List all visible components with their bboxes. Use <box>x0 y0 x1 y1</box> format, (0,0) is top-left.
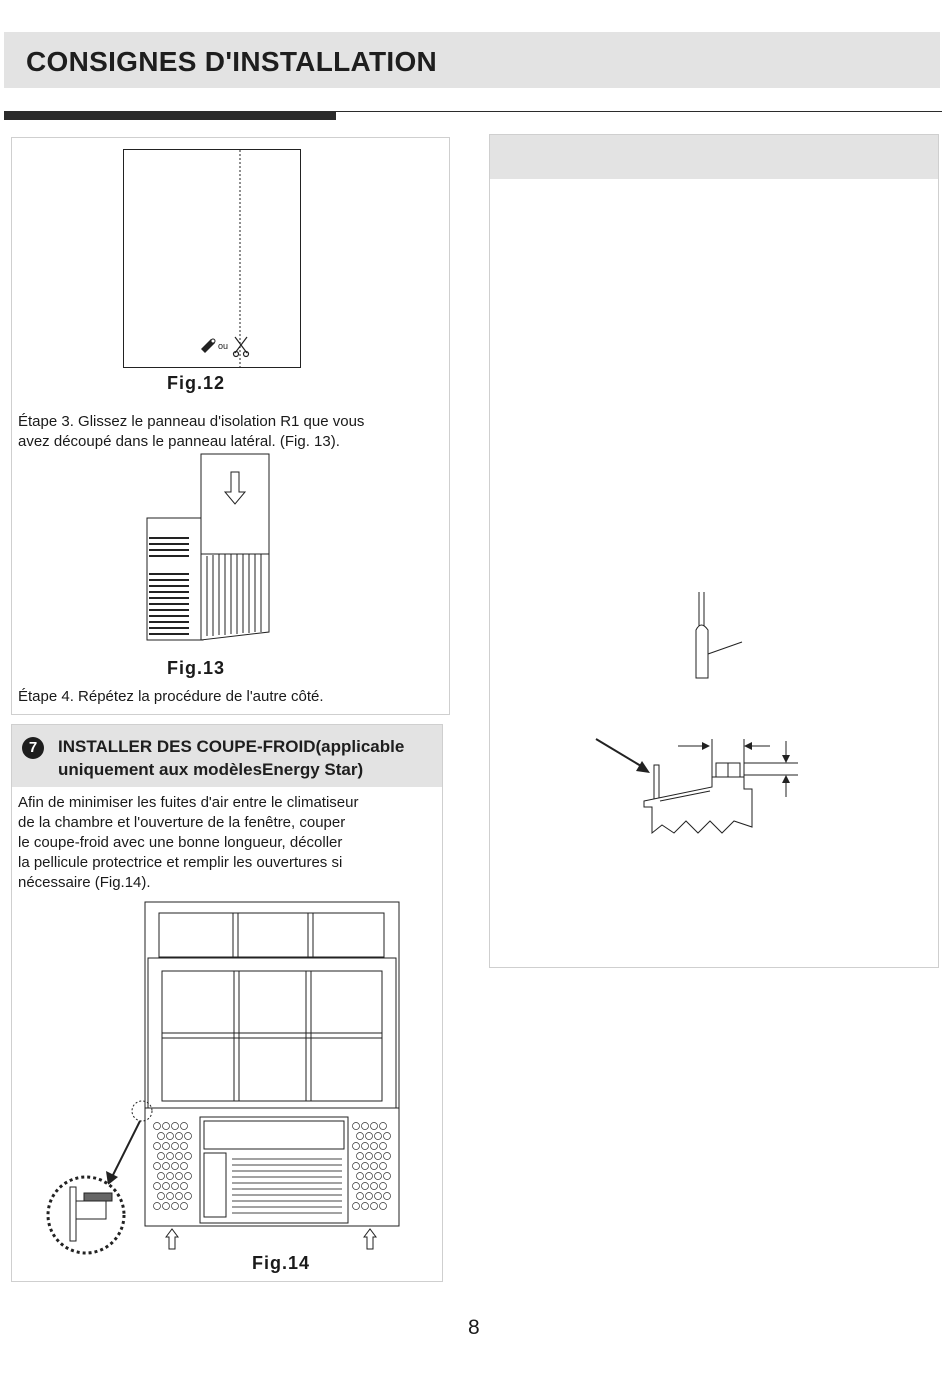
steps-panel <box>11 137 450 715</box>
right-panel-header-strip <box>490 135 938 179</box>
right-panel <box>489 134 939 968</box>
fig12-label: Fig.12 <box>167 373 226 393</box>
section7-body-line: de la chambre et l'ouverture de la fenêtre, couper <box>18 814 346 831</box>
step3-line1: Étape 3. Glissez le panneau d'isolation R1 que vous <box>18 413 365 430</box>
step4-text: Étape 4. Répétez la procédure de l'autre côté. <box>18 688 324 705</box>
page-number: 8 <box>468 1316 480 1339</box>
section7-body-line: le coupe-froid avec une bonne longueur, décoller <box>18 834 343 851</box>
section7-body-line: Afin de minimiser les fuites d'air entre le climatiseur <box>18 794 359 811</box>
section7-panel <box>11 724 443 1282</box>
cross-section-drawing <box>594 737 814 839</box>
fig12-side-panel-drawing <box>123 149 301 369</box>
fig14-label: Fig.14 <box>252 1253 311 1273</box>
section7-body <box>18 793 359 893</box>
section7-title-line2: uniquement aux modèlesEnergy Star) <box>58 760 364 779</box>
header-band <box>4 32 940 88</box>
section7-title-line1: INSTALLER DES COUPE-FROID(applicable <box>58 737 405 756</box>
section7-body-line: la pellicule protectrice et remplir les ouvertures si <box>18 854 343 871</box>
step3-line2: avez découpé dans le panneau latéral. (Fig. 13). <box>18 433 340 450</box>
section7-header <box>12 725 442 787</box>
fig13-label: Fig.13 <box>167 658 226 678</box>
tool-or-text: ou <box>218 341 229 351</box>
fig13-insulation-drawing <box>145 452 275 644</box>
section7-title <box>58 735 404 781</box>
header-rule-thin <box>336 111 942 112</box>
page-title: CONSIGNES D'INSTALLATION <box>26 46 438 77</box>
fig14-window-ac-drawing <box>42 901 412 1261</box>
weatherstrip-drawing <box>686 590 746 682</box>
section7-number-badge: 7 <box>22 737 44 759</box>
section7-body-line: nécessaire (Fig.14). <box>18 874 151 891</box>
header-rule-thick <box>4 111 336 120</box>
